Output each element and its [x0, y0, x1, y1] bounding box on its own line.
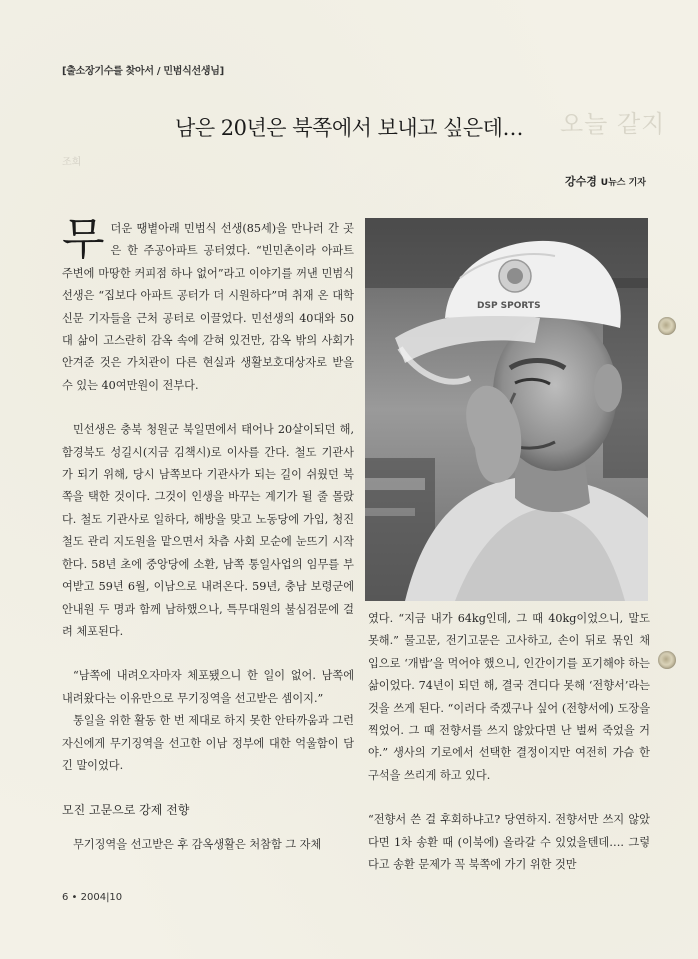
paragraph: 무더운 땡볕아래 민범식 선생(85세)을 만나러 간 곳은 한 주공아파트 공터였다. “빈민촌이라 아파트 주변에 마땅한 커피점 하나 없어”라고 이야기를 꺼낸 민범식 선생은 “집보다 아파트 공터가 더 시원하다”며 취재 온 대학신문 기자들을 근처 공터로 이끌었다. 민선생의 40대와 50대 삶이 고스란히 감옥 속에 갇혀 있건만, 감옥 밖의 사회가 안겨준 것은 가치관이 다른 현실과 생활보호대상자로 받을 수 있는 40여만원이 전부다. — [62, 214, 354, 392]
byline — [565, 173, 646, 189]
author-name: 강수경 — [565, 175, 597, 188]
section-label: [출소장기수를 찾아서 / 민범식선생님] — [62, 66, 224, 77]
punch-hole-icon — [658, 651, 676, 669]
left-column — [62, 214, 354, 856]
right-column — [368, 608, 650, 876]
punch-hole-icon — [658, 317, 676, 335]
cap-print-text: DSP SPORTS — [477, 301, 541, 311]
subheading: 모진 고문으로 강제 전향 — [62, 803, 190, 818]
drop-cap: 무 — [62, 214, 105, 265]
quote-paragraph: “남쪽에 내려오자마자 체포됐으니 한 일이 없어. 남쪽에 내려왔다는 이유만으로 무기징역을 선고받은 셈이지.” — [62, 669, 354, 705]
paragraph: 무기징역을 선고받은 후 감옥생활은 처참함 그 자체 — [73, 837, 322, 851]
article-title: 남은 20년은 북쪽에서 보내고 싶은데… — [175, 116, 523, 140]
paragraph: 민선생은 충북 청원군 북일면에서 태어나 20살이되던 해, 함경북도 성길시(지금 김책시)로 이사를 간다. 철도 기관사가 되기 위해, 당시 남쪽보다 기관사가 되는 길이 쉬웠던 북쪽을 택한 것이다. 그것이 인생을 바꾸는 계기가 될 줄 몰랐다. 철도 기관사로 일하다, 해방을 맞고 노동당에 가입, 청진철도 관리 지도원을 맡으면서 차츰 사회 모순에 눈뜨기 시작한다. 58년 초에 중앙당에 소환, 남쪽 통일사업의 임무를 부여받고 59년 6월, 이남으로 내려온다. 59년, 충남 보령군에 안내원 두 명과 함께 남하했으나, 특무대원의 불심검문에 걸려 체포된다. — [62, 423, 354, 638]
man-in-cap-photo — [365, 218, 648, 601]
paragraph: 였다. “지금 내가 64kg인데, 그 때 40kg이었으니, 말도 못해.” 물고문, 전기고문은 고사하고, 손이 뒤로 묶인 채 입으로 ‘개밥’을 먹어야 했으니, 인간이기를 포기해야 하는 삶이었다. 74년이 되던 해, 결국 견디다 못해 ‘전향서’라는 것을 쓰게 된다. “이러다 죽겠구나 싶어 (전향서에) 도장을 찍었어. 그 때 전향서를 쓰지 않았다면 난 벌써 죽었을 거야.” 생사의 기로에서 선택한 결정이지만 여전히 가슴 한 구석을 쓰리게 하고 있다. — [368, 612, 650, 782]
quote-paragraph: “전향서 쓴 걸 후회하냐고? 당연하지. 전향서만 쓰지 않았다면 1차 송환 때 (이북에) 올라갈 수 있었을텐데…. 그렇다고 송환 문제가 꼭 북쪽에 가기 위한 것만 — [368, 813, 650, 872]
paragraph: 통일을 위한 활동 한 번 제대로 하지 못한 안타까움과 그런 자신에게 무기징역을 선고한 이남 정부에 대한 억울함이 담긴 말이었다. — [62, 714, 354, 772]
bleed-through-text: 조희 — [62, 157, 82, 168]
author-role: U뉴스 기자 — [600, 178, 646, 188]
portrait-photo — [365, 218, 648, 601]
page-footer: 6 • 2004|10 — [62, 892, 123, 903]
bleed-through-title: 오늘 같지 — [560, 110, 666, 138]
